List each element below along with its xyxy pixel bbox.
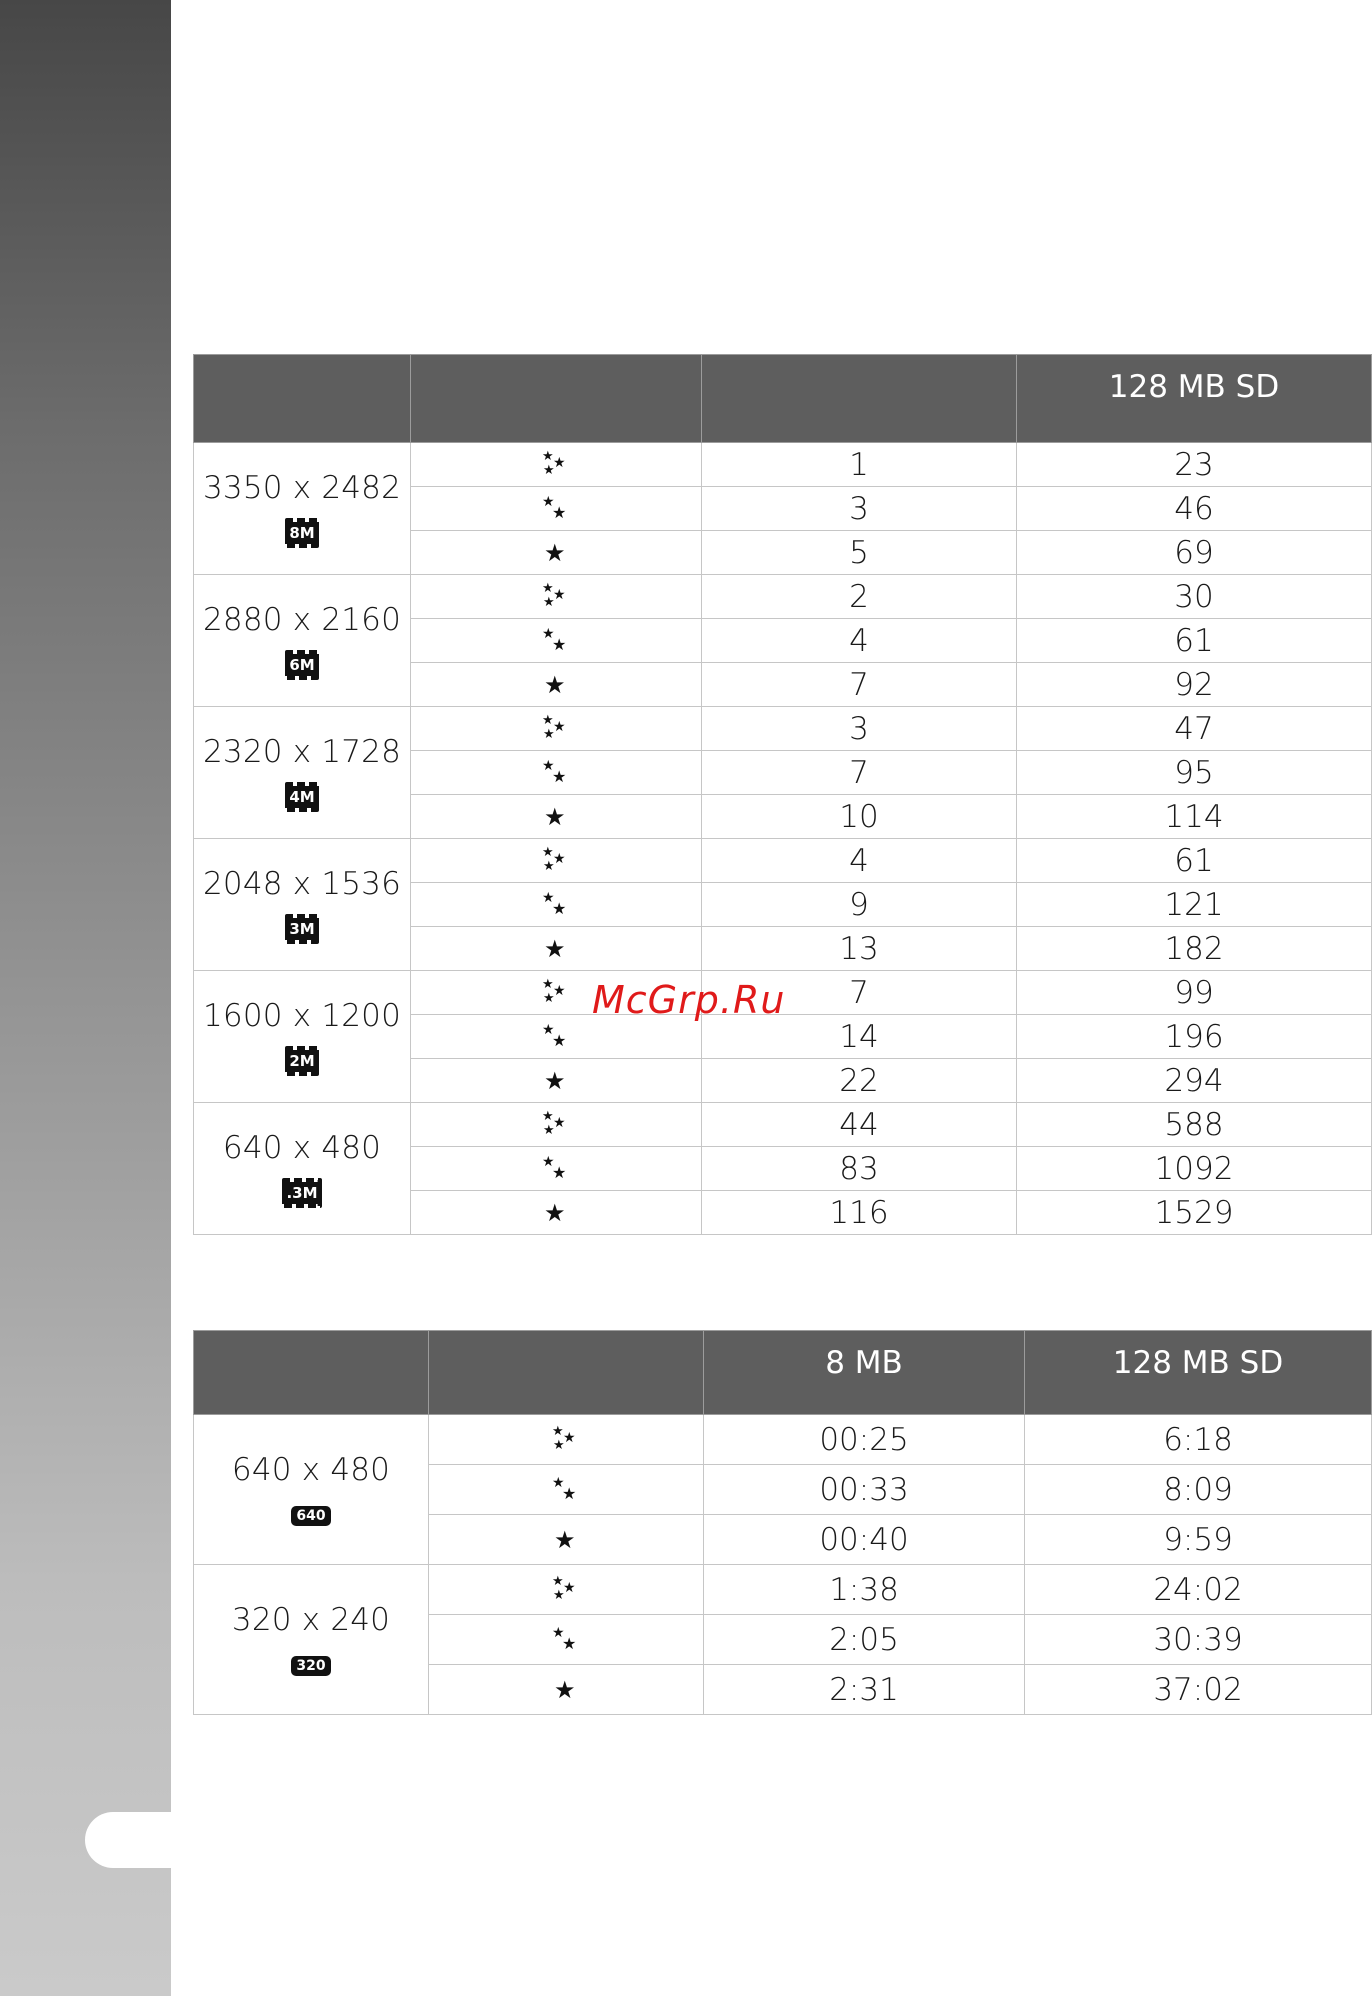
sd-card-value: 37:02: [1025, 1665, 1372, 1715]
internal-memory-value: 5: [702, 531, 1017, 575]
sd-card-value: 23: [1017, 443, 1372, 487]
header-sd-card: 128 MB SD: [1017, 355, 1372, 443]
resolution-label: 640 x 480: [231, 1451, 391, 1488]
sd-card-value: 30: [1017, 575, 1372, 619]
sd-card-value: 99: [1017, 971, 1372, 1015]
table-row: [194, 1103, 1372, 1147]
sd-card-value: 30:39: [1025, 1615, 1372, 1665]
resolution-cell: [194, 1103, 411, 1235]
table-row: [194, 1415, 1372, 1465]
fine-icon: ★ ★: [542, 1022, 567, 1050]
sd-card-value: 8:09: [1025, 1465, 1372, 1515]
image-size-icon: 640: [291, 1506, 330, 1526]
resolution-cell: [194, 1565, 429, 1715]
fine-icon: ★ ★: [552, 1625, 577, 1653]
video-capacity-table: [193, 1330, 1372, 1715]
internal-memory-value: 2: [702, 575, 1017, 619]
normal-icon: ★: [544, 1199, 566, 1227]
resolution-cell: [194, 575, 411, 707]
fine-icon: ★ ★: [542, 1154, 567, 1182]
resolution-label: 3350 x 2482: [202, 469, 402, 506]
super-fine-icon: ★ ★ ★: [542, 581, 566, 610]
quality-cell: [429, 1665, 704, 1715]
quality-cell: [411, 927, 702, 971]
internal-memory-value: 00:33: [704, 1465, 1025, 1515]
resolution-label: 1600 x 1200: [202, 997, 402, 1034]
resolution-cell: [194, 971, 411, 1103]
super-fine-icon: ★ ★ ★: [542, 845, 566, 874]
image-size-icon: 320: [291, 1656, 330, 1676]
header-internal-memory: [702, 355, 1017, 443]
internal-memory-value: 3: [702, 487, 1017, 531]
side-bar: [0, 0, 171, 1996]
normal-icon: ★: [554, 1526, 576, 1554]
quality-cell: [411, 443, 702, 487]
internal-memory-value: 10: [702, 795, 1017, 839]
internal-memory-value: 116: [702, 1191, 1017, 1235]
sd-card-value: 61: [1017, 839, 1372, 883]
quality-cell: [411, 531, 702, 575]
internal-memory-value: 00:40: [704, 1515, 1025, 1565]
header-resolution: [194, 355, 411, 443]
internal-memory-value: 1:38: [704, 1565, 1025, 1615]
table-row: [194, 707, 1372, 751]
resolution-label: 2880 x 2160: [202, 601, 402, 638]
image-size-icon: .3M: [282, 1178, 321, 1208]
super-fine-icon: ★ ★ ★: [542, 713, 566, 742]
normal-icon: ★: [554, 1676, 576, 1704]
quality-cell: [429, 1515, 704, 1565]
internal-memory-value: 22: [702, 1059, 1017, 1103]
internal-memory-value: 83: [702, 1147, 1017, 1191]
super-fine-icon: ★ ★ ★: [552, 1424, 576, 1453]
image-capacity-table: [193, 354, 1372, 1235]
sd-card-value: 46: [1017, 487, 1372, 531]
normal-icon: ★: [544, 539, 566, 567]
quality-cell: [411, 707, 702, 751]
sd-card-value: 196: [1017, 1015, 1372, 1059]
resolution-label: 2048 x 1536: [202, 865, 402, 902]
fine-icon: ★ ★: [542, 494, 567, 522]
image-size-icon: 2M: [285, 1046, 318, 1076]
fine-icon: ★ ★: [542, 890, 567, 918]
quality-cell: [411, 575, 702, 619]
sd-card-value: 182: [1017, 927, 1372, 971]
fine-icon: ★ ★: [542, 758, 567, 786]
sd-card-value: 61: [1017, 619, 1372, 663]
table-row: [194, 1565, 1372, 1615]
sd-card-value: 588: [1017, 1103, 1372, 1147]
image-size-icon: 3M: [285, 914, 318, 944]
sd-card-value: 121: [1017, 883, 1372, 927]
sd-card-value: 9:59: [1025, 1515, 1372, 1565]
header-internal-memory: 8 MB: [704, 1331, 1025, 1415]
super-fine-icon: ★ ★ ★: [542, 449, 566, 478]
resolution-label: 640 x 480: [222, 1129, 382, 1166]
quality-cell: [411, 751, 702, 795]
resolution-label: 2320 x 1728: [202, 733, 402, 770]
header-quality: [429, 1331, 704, 1415]
quality-cell: [411, 663, 702, 707]
super-fine-icon: ★ ★ ★: [552, 1574, 576, 1603]
fine-icon: ★ ★: [552, 1475, 577, 1503]
image-size-icon: 8M: [285, 518, 318, 548]
quality-cell: [411, 1059, 702, 1103]
internal-memory-value: 2:31: [704, 1665, 1025, 1715]
quality-cell: [411, 1191, 702, 1235]
internal-memory-value: 4: [702, 839, 1017, 883]
header-sd-card: 128 MB SD: [1025, 1331, 1372, 1415]
normal-icon: ★: [544, 803, 566, 831]
normal-icon: ★: [544, 1067, 566, 1095]
quality-cell: [429, 1615, 704, 1665]
internal-memory-value: 13: [702, 927, 1017, 971]
quality-cell: [411, 487, 702, 531]
internal-memory-value: 00:25: [704, 1415, 1025, 1465]
internal-memory-value: 9: [702, 883, 1017, 927]
quality-cell: [411, 795, 702, 839]
header-quality: [411, 355, 702, 443]
internal-memory-value: 7: [702, 751, 1017, 795]
sd-card-value: 294: [1017, 1059, 1372, 1103]
quality-cell: [429, 1415, 704, 1465]
internal-memory-value: 2:05: [704, 1615, 1025, 1665]
quality-cell: [411, 839, 702, 883]
sd-card-value: 47: [1017, 707, 1372, 751]
image-size-icon: 4M: [285, 782, 318, 812]
resolution-label: 320 x 240: [231, 1601, 391, 1638]
internal-memory-value: 4: [702, 619, 1017, 663]
resolution-cell: [194, 1415, 429, 1565]
super-fine-icon: ★ ★ ★: [542, 1109, 566, 1138]
header-resolution: [194, 1331, 429, 1415]
page-number-tab: [85, 1812, 171, 1868]
table-row: [194, 839, 1372, 883]
quality-cell: [429, 1565, 704, 1615]
normal-icon: ★: [544, 671, 566, 699]
sd-card-value: 69: [1017, 531, 1372, 575]
internal-memory-value: 3: [702, 707, 1017, 751]
image-size-icon: 6M: [285, 650, 318, 680]
resolution-cell: [194, 707, 411, 839]
super-fine-icon: ★ ★ ★: [542, 977, 566, 1006]
sd-card-value: 114: [1017, 795, 1372, 839]
sd-card-value: 6:18: [1025, 1415, 1372, 1465]
internal-memory-value: 44: [702, 1103, 1017, 1147]
internal-memory-value: 7: [702, 663, 1017, 707]
normal-icon: ★: [544, 935, 566, 963]
table-row: [194, 575, 1372, 619]
internal-memory-value: 7: [702, 971, 1017, 1015]
resolution-cell: [194, 839, 411, 971]
quality-cell: [411, 883, 702, 927]
internal-memory-value: 14: [702, 1015, 1017, 1059]
table-row: [194, 443, 1372, 487]
quality-cell: [411, 619, 702, 663]
quality-cell: [411, 1147, 702, 1191]
sd-card-value: 92: [1017, 663, 1372, 707]
sd-card-value: 1092: [1017, 1147, 1372, 1191]
sd-card-value: 24:02: [1025, 1565, 1372, 1615]
watermark: McGrp.Ru: [592, 978, 786, 1022]
quality-cell: [411, 1103, 702, 1147]
internal-memory-value: 1: [702, 443, 1017, 487]
sd-card-value: 95: [1017, 751, 1372, 795]
quality-cell: [429, 1465, 704, 1515]
resolution-cell: [194, 443, 411, 575]
fine-icon: ★ ★: [542, 626, 567, 654]
sd-card-value: 1529: [1017, 1191, 1372, 1235]
